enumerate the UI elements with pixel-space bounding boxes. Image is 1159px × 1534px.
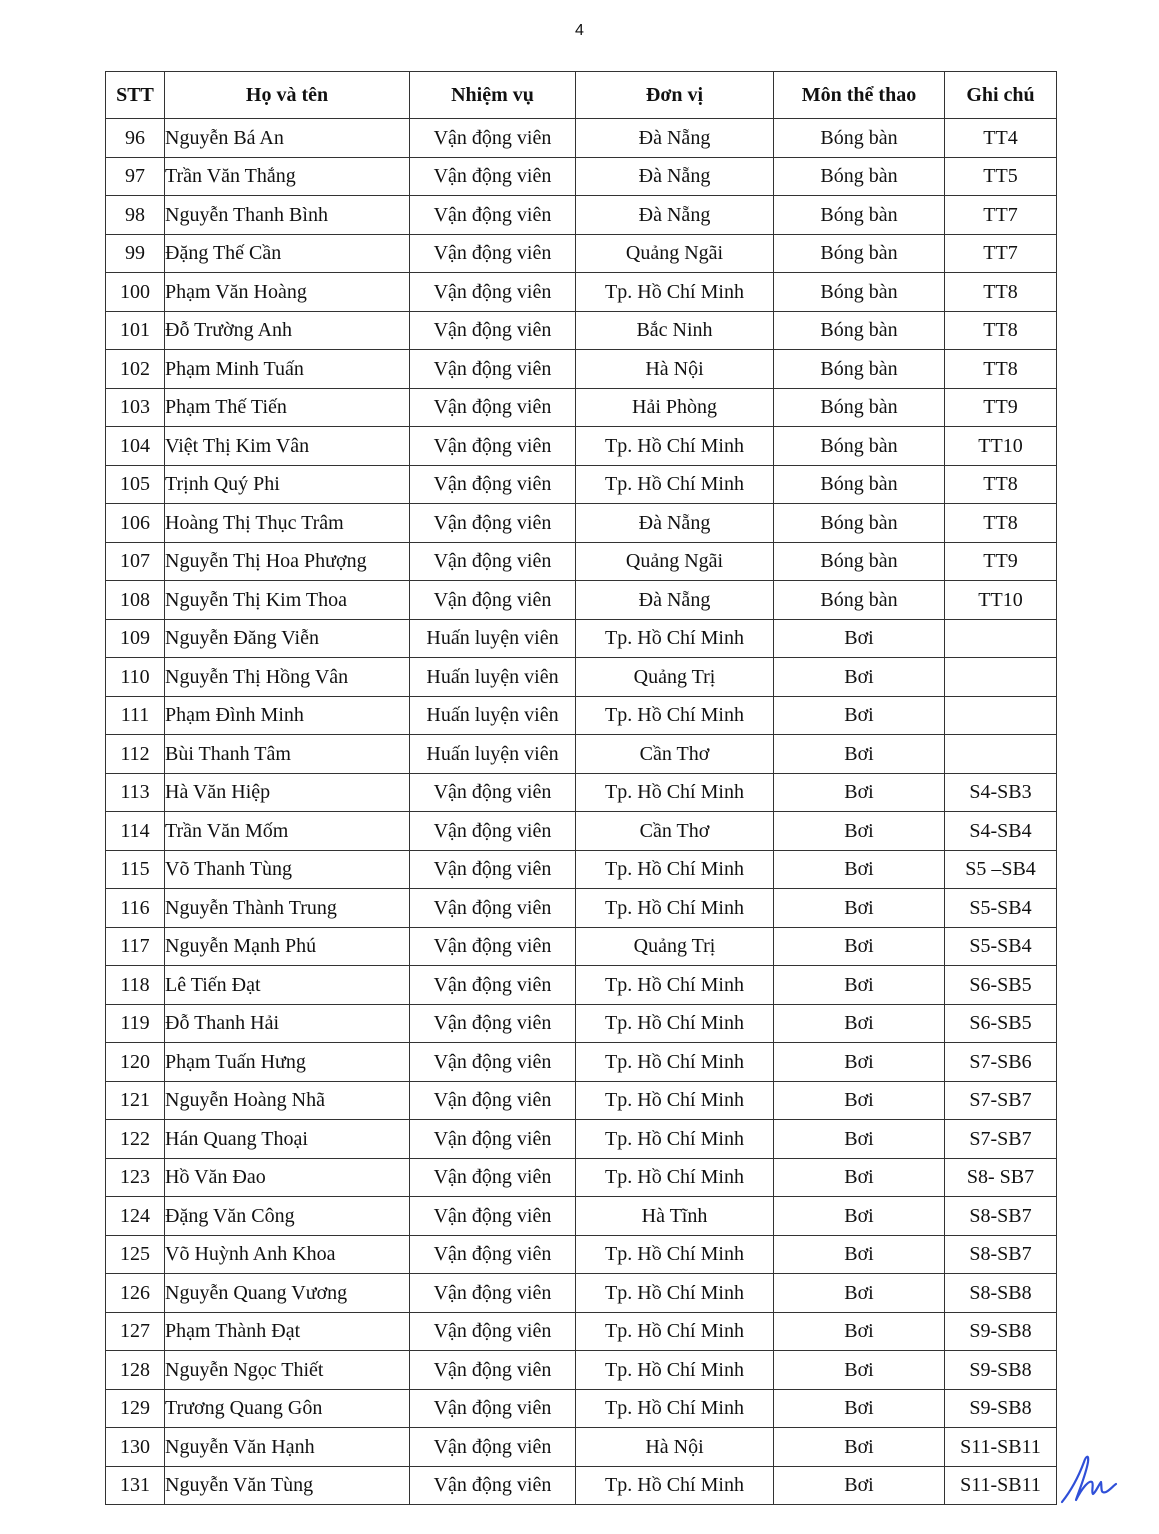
cell-unit: Tp. Hồ Chí Minh xyxy=(576,1081,774,1120)
cell-sport: Bóng bàn xyxy=(774,504,945,543)
cell-duty: Vận động viên xyxy=(410,773,576,812)
cell-duty: Vận động viên xyxy=(410,1197,576,1236)
cell-stt: 126 xyxy=(106,1274,165,1313)
cell-name: Nguyễn Đăng Viễn xyxy=(165,619,410,658)
cell-sport: Bóng bàn xyxy=(774,196,945,235)
cell-duty: Vận động viên xyxy=(410,1120,576,1159)
table-row xyxy=(106,504,1057,543)
cell-sport: Bơi xyxy=(774,735,945,774)
cell-note xyxy=(945,696,1057,735)
cell-duty: Vận động viên xyxy=(410,966,576,1005)
table-row xyxy=(106,1312,1057,1351)
cell-note: S11-SB11 xyxy=(945,1428,1057,1467)
cell-stt: 102 xyxy=(106,350,165,389)
cell-unit: Cần Thơ xyxy=(576,812,774,851)
cell-name: Nguyễn Bá An xyxy=(165,119,410,158)
cell-duty: Vận động viên xyxy=(410,350,576,389)
header-name: Họ và tên xyxy=(165,72,410,119)
cell-name: Phạm Minh Tuấn xyxy=(165,350,410,389)
cell-duty: Vận động viên xyxy=(410,1274,576,1313)
cell-name: Võ Thanh Tùng xyxy=(165,850,410,889)
cell-note: TT10 xyxy=(945,581,1057,620)
cell-sport: Bơi xyxy=(774,619,945,658)
cell-sport: Bơi xyxy=(774,1120,945,1159)
cell-duty: Vận động viên xyxy=(410,850,576,889)
cell-note: TT9 xyxy=(945,542,1057,581)
cell-stt: 112 xyxy=(106,735,165,774)
cell-name: Việt Thị Kim Vân xyxy=(165,427,410,466)
cell-note: TT4 xyxy=(945,119,1057,158)
cell-unit: Đà Nẵng xyxy=(576,581,774,620)
cell-duty: Vận động viên xyxy=(410,1081,576,1120)
table-row xyxy=(106,581,1057,620)
cell-sport: Bóng bàn xyxy=(774,388,945,427)
cell-note: S9-SB8 xyxy=(945,1312,1057,1351)
cell-duty: Vận động viên xyxy=(410,196,576,235)
table-row xyxy=(106,1004,1057,1043)
signature-mark xyxy=(1056,1448,1118,1508)
table-row xyxy=(106,196,1057,235)
cell-name: Phạm Đình Minh xyxy=(165,696,410,735)
cell-stt: 107 xyxy=(106,542,165,581)
table-row xyxy=(106,234,1057,273)
cell-stt: 101 xyxy=(106,311,165,350)
table-row xyxy=(106,542,1057,581)
cell-duty: Vận động viên xyxy=(410,1466,576,1505)
cell-stt: 104 xyxy=(106,427,165,466)
cell-stt: 128 xyxy=(106,1351,165,1390)
cell-unit: Tp. Hồ Chí Minh xyxy=(576,1120,774,1159)
table-row xyxy=(106,119,1057,158)
cell-note: TT8 xyxy=(945,311,1057,350)
table-row xyxy=(106,735,1057,774)
table-row xyxy=(106,1043,1057,1082)
cell-stt: 125 xyxy=(106,1235,165,1274)
header-note: Ghi chú xyxy=(945,72,1057,119)
cell-unit: Tp. Hồ Chí Minh xyxy=(576,1312,774,1351)
cell-name: Hoàng Thị Thục Trâm xyxy=(165,504,410,543)
cell-sport: Bơi xyxy=(774,1312,945,1351)
cell-name: Nguyễn Thanh Bình xyxy=(165,196,410,235)
header-stt: STT xyxy=(106,72,165,119)
cell-unit: Tp. Hồ Chí Minh xyxy=(576,465,774,504)
cell-name: Bùi Thanh Tâm xyxy=(165,735,410,774)
header-row xyxy=(106,72,1057,119)
cell-name: Nguyễn Ngọc Thiết xyxy=(165,1351,410,1390)
cell-name: Trương Quang Gôn xyxy=(165,1389,410,1428)
cell-note: S4-SB4 xyxy=(945,812,1057,851)
cell-note: TT8 xyxy=(945,350,1057,389)
header-duty: Nhiệm vụ xyxy=(410,72,576,119)
cell-duty: Huấn luyện viên xyxy=(410,735,576,774)
table-row xyxy=(106,850,1057,889)
cell-unit: Hà Tĩnh xyxy=(576,1197,774,1236)
cell-stt: 115 xyxy=(106,850,165,889)
cell-note xyxy=(945,735,1057,774)
cell-note: S5 –SB4 xyxy=(945,850,1057,889)
cell-unit: Cần Thơ xyxy=(576,735,774,774)
cell-unit: Tp. Hồ Chí Minh xyxy=(576,1043,774,1082)
table-row xyxy=(106,465,1057,504)
cell-note: S5-SB4 xyxy=(945,927,1057,966)
page-number: 4 xyxy=(575,22,584,39)
cell-name: Nguyễn Thị Hoa Phượng xyxy=(165,542,410,581)
cell-stt: 122 xyxy=(106,1120,165,1159)
header-unit: Đơn vị xyxy=(576,72,774,119)
table-row xyxy=(106,1158,1057,1197)
table-row xyxy=(106,1351,1057,1390)
cell-unit: Quảng Trị xyxy=(576,927,774,966)
cell-duty: Vận động viên xyxy=(410,273,576,312)
cell-duty: Vận động viên xyxy=(410,311,576,350)
roster-table xyxy=(105,71,1057,1505)
cell-name: Phạm Thế Tiến xyxy=(165,388,410,427)
cell-note: S9-SB8 xyxy=(945,1389,1057,1428)
table-row xyxy=(106,1389,1057,1428)
cell-unit: Tp. Hồ Chí Minh xyxy=(576,1158,774,1197)
cell-note: S4-SB3 xyxy=(945,773,1057,812)
cell-name: Đỗ Trường Anh xyxy=(165,311,410,350)
cell-note xyxy=(945,658,1057,697)
cell-name: Nguyễn Văn Tùng xyxy=(165,1466,410,1505)
cell-unit: Tp. Hồ Chí Minh xyxy=(576,273,774,312)
cell-sport: Bơi xyxy=(774,1351,945,1390)
cell-note: S6-SB5 xyxy=(945,966,1057,1005)
cell-unit: Hải Phòng xyxy=(576,388,774,427)
cell-unit: Đà Nẵng xyxy=(576,504,774,543)
cell-name: Nguyễn Mạnh Phú xyxy=(165,927,410,966)
cell-stt: 118 xyxy=(106,966,165,1005)
table-row xyxy=(106,427,1057,466)
cell-stt: 124 xyxy=(106,1197,165,1236)
cell-unit: Hà Nội xyxy=(576,350,774,389)
cell-sport: Bơi xyxy=(774,1235,945,1274)
table-row xyxy=(106,696,1057,735)
cell-stt: 111 xyxy=(106,696,165,735)
cell-unit: Tp. Hồ Chí Minh xyxy=(576,1389,774,1428)
cell-sport: Bóng bàn xyxy=(774,542,945,581)
cell-sport: Bơi xyxy=(774,1158,945,1197)
cell-stt: 109 xyxy=(106,619,165,658)
table-row xyxy=(106,1428,1057,1467)
cell-sport: Bóng bàn xyxy=(774,273,945,312)
cell-sport: Bơi xyxy=(774,1428,945,1467)
cell-sport: Bóng bàn xyxy=(774,119,945,158)
cell-sport: Bóng bàn xyxy=(774,157,945,196)
cell-note: TT10 xyxy=(945,427,1057,466)
cell-duty: Vận động viên xyxy=(410,504,576,543)
cell-name: Nguyễn Hoàng Nhã xyxy=(165,1081,410,1120)
cell-unit: Tp. Hồ Chí Minh xyxy=(576,966,774,1005)
cell-note: S8-SB7 xyxy=(945,1235,1057,1274)
cell-unit: Tp. Hồ Chí Minh xyxy=(576,1466,774,1505)
table-row xyxy=(106,1235,1057,1274)
table-row xyxy=(106,1081,1057,1120)
cell-duty: Vận động viên xyxy=(410,1389,576,1428)
cell-note: TT8 xyxy=(945,504,1057,543)
cell-unit: Tp. Hồ Chí Minh xyxy=(576,773,774,812)
cell-sport: Bóng bàn xyxy=(774,350,945,389)
cell-name: Trần Văn Thắng xyxy=(165,157,410,196)
cell-stt: 120 xyxy=(106,1043,165,1082)
cell-sport: Bơi xyxy=(774,850,945,889)
cell-duty: Vận động viên xyxy=(410,1235,576,1274)
cell-stt: 99 xyxy=(106,234,165,273)
cell-sport: Bơi xyxy=(774,1389,945,1428)
cell-duty: Vận động viên xyxy=(410,388,576,427)
cell-unit: Tp. Hồ Chí Minh xyxy=(576,850,774,889)
cell-duty: Huấn luyện viên xyxy=(410,658,576,697)
cell-stt: 97 xyxy=(106,157,165,196)
header-sport: Môn thể thao xyxy=(774,72,945,119)
cell-duty: Vận động viên xyxy=(410,889,576,928)
cell-name: Trần Văn Mốm xyxy=(165,812,410,851)
cell-duty: Huấn luyện viên xyxy=(410,619,576,658)
cell-duty: Vận động viên xyxy=(410,581,576,620)
table-row xyxy=(106,1274,1057,1313)
cell-note: S8- SB7 xyxy=(945,1158,1057,1197)
cell-stt: 96 xyxy=(106,119,165,158)
cell-note: S9-SB8 xyxy=(945,1351,1057,1390)
cell-sport: Bơi xyxy=(774,1197,945,1236)
cell-stt: 123 xyxy=(106,1158,165,1197)
cell-note: S8-SB7 xyxy=(945,1197,1057,1236)
table-row xyxy=(106,388,1057,427)
cell-duty: Vận động viên xyxy=(410,465,576,504)
cell-duty: Vận động viên xyxy=(410,1043,576,1082)
cell-sport: Bóng bàn xyxy=(774,465,945,504)
table-row xyxy=(106,658,1057,697)
cell-sport: Bóng bàn xyxy=(774,581,945,620)
cell-unit: Đà Nẵng xyxy=(576,157,774,196)
cell-duty: Vận động viên xyxy=(410,427,576,466)
cell-name: Nguyễn Thành Trung xyxy=(165,889,410,928)
cell-name: Nguyễn Quang Vương xyxy=(165,1274,410,1313)
cell-sport: Bơi xyxy=(774,1081,945,1120)
cell-unit: Bắc Ninh xyxy=(576,311,774,350)
table-row xyxy=(106,889,1057,928)
cell-note: TT8 xyxy=(945,273,1057,312)
cell-note: S8-SB8 xyxy=(945,1274,1057,1313)
cell-stt: 117 xyxy=(106,927,165,966)
cell-sport: Bóng bàn xyxy=(774,234,945,273)
cell-duty: Vận động viên xyxy=(410,157,576,196)
cell-stt: 110 xyxy=(106,658,165,697)
table-row xyxy=(106,311,1057,350)
cell-sport: Bơi xyxy=(774,1466,945,1505)
table-row xyxy=(106,927,1057,966)
table-row xyxy=(106,157,1057,196)
cell-duty: Vận động viên xyxy=(410,1158,576,1197)
cell-note: S7-SB6 xyxy=(945,1043,1057,1082)
cell-note: S7-SB7 xyxy=(945,1120,1057,1159)
cell-stt: 116 xyxy=(106,889,165,928)
cell-duty: Vận động viên xyxy=(410,119,576,158)
cell-unit: Tp. Hồ Chí Minh xyxy=(576,1274,774,1313)
cell-stt: 131 xyxy=(106,1466,165,1505)
table-row xyxy=(106,273,1057,312)
cell-sport: Bơi xyxy=(774,696,945,735)
table-row xyxy=(106,773,1057,812)
cell-stt: 129 xyxy=(106,1389,165,1428)
cell-sport: Bơi xyxy=(774,1004,945,1043)
cell-sport: Bơi xyxy=(774,889,945,928)
table-row xyxy=(106,350,1057,389)
cell-duty: Vận động viên xyxy=(410,1004,576,1043)
table-row xyxy=(106,1120,1057,1159)
cell-note: S6-SB5 xyxy=(945,1004,1057,1043)
cell-name: Trịnh Quý Phi xyxy=(165,465,410,504)
cell-note: TT5 xyxy=(945,157,1057,196)
cell-sport: Bơi xyxy=(774,658,945,697)
cell-sport: Bơi xyxy=(774,966,945,1005)
cell-duty: Huấn luyện viên xyxy=(410,696,576,735)
cell-duty: Vận động viên xyxy=(410,234,576,273)
cell-stt: 108 xyxy=(106,581,165,620)
cell-unit: Tp. Hồ Chí Minh xyxy=(576,619,774,658)
cell-stt: 103 xyxy=(106,388,165,427)
cell-note: TT9 xyxy=(945,388,1057,427)
cell-note: TT7 xyxy=(945,196,1057,235)
cell-duty: Vận động viên xyxy=(410,542,576,581)
cell-stt: 119 xyxy=(106,1004,165,1043)
cell-stt: 127 xyxy=(106,1312,165,1351)
cell-name: Đặng Thế Cần xyxy=(165,234,410,273)
table-header xyxy=(106,72,1057,119)
table-row xyxy=(106,619,1057,658)
table-body xyxy=(106,119,1057,1505)
cell-unit: Tp. Hồ Chí Minh xyxy=(576,1351,774,1390)
cell-note: TT7 xyxy=(945,234,1057,273)
cell-name: Hồ Văn Đao xyxy=(165,1158,410,1197)
cell-stt: 100 xyxy=(106,273,165,312)
cell-name: Đặng Văn Công xyxy=(165,1197,410,1236)
cell-sport: Bóng bàn xyxy=(774,311,945,350)
table-row xyxy=(106,1197,1057,1236)
cell-name: Lê Tiến Đạt xyxy=(165,966,410,1005)
cell-stt: 113 xyxy=(106,773,165,812)
cell-unit: Đà Nẵng xyxy=(576,119,774,158)
cell-unit: Đà Nẵng xyxy=(576,196,774,235)
cell-duty: Vận động viên xyxy=(410,927,576,966)
cell-note: S5-SB4 xyxy=(945,889,1057,928)
cell-unit: Tp. Hồ Chí Minh xyxy=(576,889,774,928)
cell-sport: Bơi xyxy=(774,812,945,851)
cell-sport: Bơi xyxy=(774,1043,945,1082)
cell-duty: Vận động viên xyxy=(410,1312,576,1351)
cell-name: Đỗ Thanh Hải xyxy=(165,1004,410,1043)
cell-unit: Tp. Hồ Chí Minh xyxy=(576,1235,774,1274)
cell-unit: Tp. Hồ Chí Minh xyxy=(576,427,774,466)
cell-duty: Vận động viên xyxy=(410,1428,576,1467)
cell-note xyxy=(945,619,1057,658)
cell-name: Võ Huỳnh Anh Khoa xyxy=(165,1235,410,1274)
table-row xyxy=(106,966,1057,1005)
cell-name: Nguyễn Văn Hạnh xyxy=(165,1428,410,1467)
cell-stt: 130 xyxy=(106,1428,165,1467)
cell-sport: Bơi xyxy=(774,1274,945,1313)
cell-name: Nguyễn Thị Hồng Vân xyxy=(165,658,410,697)
cell-sport: Bóng bàn xyxy=(774,427,945,466)
table-row xyxy=(106,812,1057,851)
cell-unit: Tp. Hồ Chí Minh xyxy=(576,1004,774,1043)
cell-unit: Tp. Hồ Chí Minh xyxy=(576,696,774,735)
cell-stt: 98 xyxy=(106,196,165,235)
cell-sport: Bơi xyxy=(774,927,945,966)
cell-note: S7-SB7 xyxy=(945,1081,1057,1120)
table-row xyxy=(106,1466,1057,1505)
cell-stt: 114 xyxy=(106,812,165,851)
cell-duty: Vận động viên xyxy=(410,1351,576,1390)
cell-stt: 106 xyxy=(106,504,165,543)
cell-unit: Quảng Ngãi xyxy=(576,542,774,581)
cell-sport: Bơi xyxy=(774,773,945,812)
cell-name: Hán Quang Thoại xyxy=(165,1120,410,1159)
cell-name: Nguyễn Thị Kim Thoa xyxy=(165,581,410,620)
cell-stt: 121 xyxy=(106,1081,165,1120)
cell-note: TT8 xyxy=(945,465,1057,504)
cell-unit: Hà Nội xyxy=(576,1428,774,1467)
cell-name: Hà Văn Hiệp xyxy=(165,773,410,812)
cell-duty: Vận động viên xyxy=(410,812,576,851)
cell-name: Phạm Văn Hoàng xyxy=(165,273,410,312)
cell-stt: 105 xyxy=(106,465,165,504)
cell-unit: Quảng Trị xyxy=(576,658,774,697)
cell-name: Phạm Thành Đạt xyxy=(165,1312,410,1351)
cell-note: S11-SB11 xyxy=(945,1466,1057,1505)
cell-unit: Quảng Ngãi xyxy=(576,234,774,273)
cell-name: Phạm Tuấn Hưng xyxy=(165,1043,410,1082)
